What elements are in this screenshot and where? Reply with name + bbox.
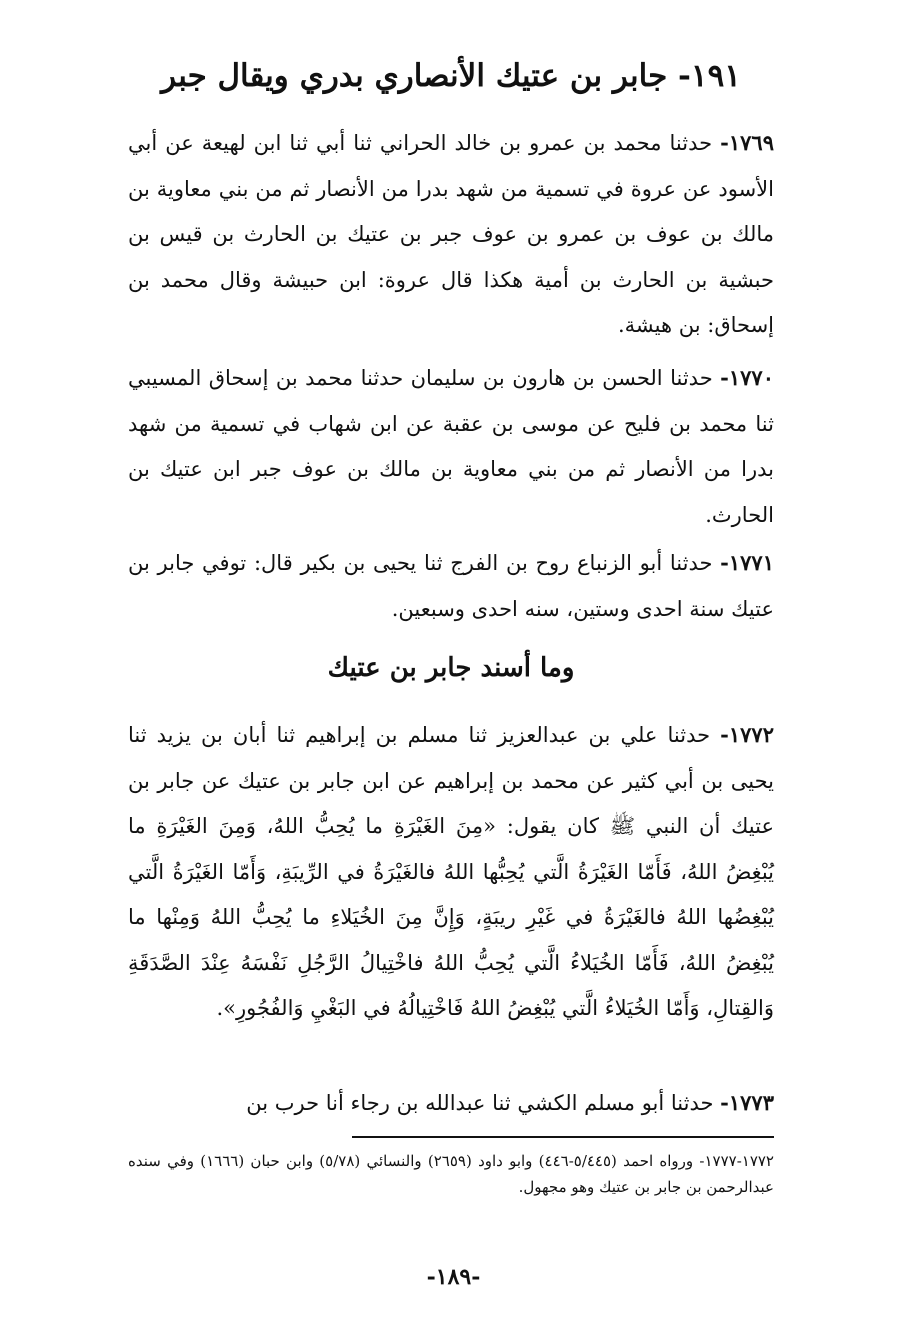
hadith-number: ١٧٧٠- [720, 365, 774, 390]
paragraph-text [128, 1080, 774, 1127]
footnote: ١٧٧٢-١٧٧٧- ورواه احمد (٥/٤٤٥-٤٤٦) وابو داود (٢٦٥٩) والنسائي (٥/٧٨) وابن حبان (١٦٦٦) وفي سنده عبدالرحمن بن جابر بن عتيك وهو مجهول. [128, 1152, 774, 1196]
hadith-text: حدثنا محمد بن عمرو بن خالد الحراني ثنا أبي ثنا ابن لهيعة عن أبي الأسود عن عروة في تسمية من شهد بدرا من الأنصار ثم من بني معاوية بن مالك بن عوف بن عمرو بن عوف جبر بن عتيك بن الحارث بن قيس بن حبشية بن الحارث بن أمية هكذا قال عروة: ابن حبيشة وقال محمد بن إسحاق: بن هيشة. [128, 131, 774, 337]
footnote-divider [352, 1136, 774, 1138]
hadith-text: حدثنا الحسن بن هارون بن سليمان حدثنا محمد بن إسحاق المسيبي ثنا محمد بن فليح عن موسى بن عقبة عن ابن شهاب في تسمية من شهد بدرا من الأنصار ثم من بني معاوية بن مالك بن عوف جبر ابن عتيك بن الحارث. [128, 366, 774, 527]
hadith-text: حدثنا علي بن عبدالعزيز ثنا مسلم بن إبراهيم ثنا أبان بن يزيد ثنا يحيى بن أبي كثير عن محمد بن إبراهيم عن ابن جابر بن عتيك عن جابر بن عتيك أن النبي ﷺ كان يقول: [128, 723, 774, 838]
hadith-text: حدثنا أبو الزنباع روح بن الفرج ثنا يحيى بن بكير قال: توفي جابر بن عتيك سنة احدى وستين، سنه احدى وسبعين. [128, 551, 774, 621]
prophetic-quote: «مِنَ الغَيْرَةِ ما يُحِبُّ اللهُ، وَمِنَ الغَيْرَةِ ما يُبْغِضُ اللهُ، فَأَمّا الغَيْرَةُ الَّتي يُحِبُّها اللهُ فالغَيْرَةُ في الرِّيبَةِ، وَأَمّا الغَيْرَةُ الَّتي يُبْغِضُها اللهُ فالغَيْرَةُ في غَيْرِ ريبَةٍ، وَإِنَّ مِنَ الخُيَلاءِ ما يُحِبُّ اللهُ وَمِنْها ما يُبْغِضُ اللهُ، فَأَمّا الخُيَلاءُ الَّتي يُحِبُّ اللهُ فاخْتِيالُ الرَّجُلِ نَفْسَهُ عِنْدَ الصَّدَقَةِ وَالقِتالِ، وَأَمّا الخُيَلاءُ الَّتي يُبْغِضُ اللهُ فَاخْتِيالُهُ في البَغْيِ وَالفُجُورِ». [128, 814, 774, 1020]
page-title: ١٩١- جابر بن عتيك الأنصاري بدري ويقال جبر [161, 58, 741, 94]
paragraph-1772 [128, 712, 774, 1032]
hadith-number: ١٧٧٣- [720, 1090, 774, 1115]
section-heading: وما أسند جابر بن عتيك [327, 653, 575, 683]
paragraph-text [128, 120, 774, 349]
hadith-number: ١٧٦٩- [720, 130, 774, 155]
paragraph-text [128, 712, 774, 1032]
page-number: -١٨٩- [426, 1264, 481, 1290]
hadith-number: ١٧٧٢- [720, 722, 774, 747]
hadith-text: حدثنا أبو مسلم الكشي ثنا عبدالله بن رجاء أنا حرب بن [246, 1091, 721, 1115]
paragraph-1771 [128, 540, 774, 632]
paragraph-1769 [128, 120, 774, 349]
paragraph-1773 [128, 1080, 774, 1127]
paragraph-text [128, 540, 774, 632]
hadith-number: ١٧٧١- [720, 550, 774, 575]
paragraph-text [128, 355, 774, 538]
paragraph-1770 [128, 355, 774, 538]
